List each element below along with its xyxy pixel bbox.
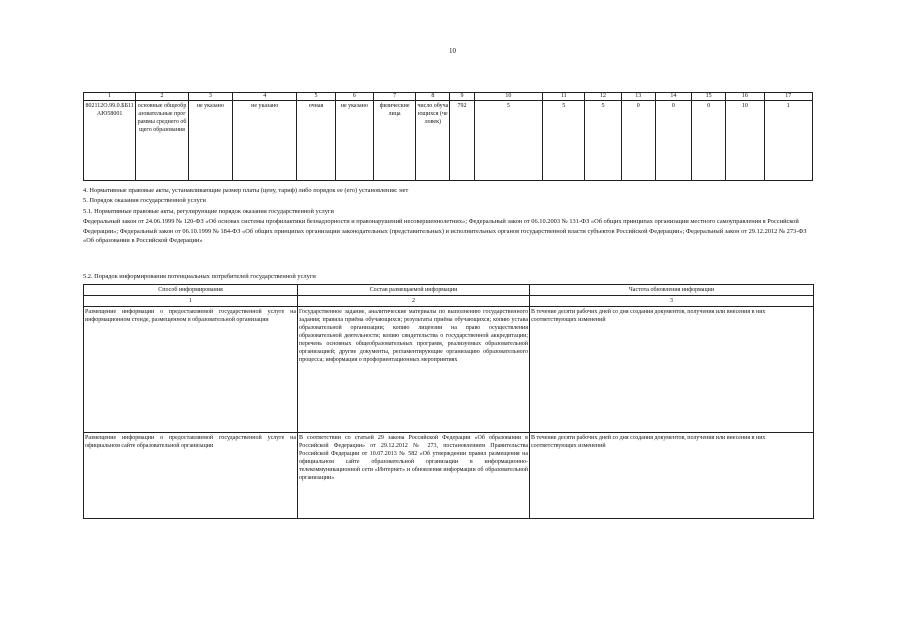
section-4-heading: 4. Нормативные правовые акты, устанавливающие размер платы (цену, тариф) либо порядок ее (его) установления: нет — [83, 187, 409, 194]
column-number: 15 — [692, 93, 726, 101]
column-number: 2 — [298, 296, 530, 307]
table-cell: основные общеобразовательные программы среднего общего образования — [136, 101, 188, 181]
frequency-cell: В течение десяти рабочих дней со дня создания документов, получения или внесения в них соответствующих изменений — [530, 307, 814, 433]
section-5-1-text: Федеральный закон от 24.06.1999 № 120-ФЗ «Об основах системы профилактики безнадзорности и правонарушений несовершеннолетних»; Федеральный закон от 06.10.2003 № 131-ФЗ «Об общих принципах организации местного самоуправления в Российской Федерации»; Федеральный закон от 06.10.1999 № 184-ФЗ «Об общих принципах организации законодательных (представительных) и исполнительных органов государственной власти субъектов Российской Федерации»; Федеральный закон от 29.12.2012 № 273-ФЗ «Об образовании в Российской Федерации» — [83, 218, 807, 245]
column-number: 5 — [297, 93, 335, 101]
content-cell: Государственное задание, аналитические материалы по выполнению государственного задания; правила приёма обучающихся; результаты приёма обучающихся; копию устава образовательной организации; копию лицензии на право осуществления образовательной деятельности; копию свидетельства о государственной аккредитации; перечень основных общеобразовательных программ, реализуемых образовательной организацией; другие документы, регламентирующие организацию образовательного процесса; информация о профориентационных мероприятиях — [298, 307, 530, 433]
table-cell: очная — [297, 101, 335, 181]
informing-table — [83, 284, 814, 519]
table-cell: 0 — [655, 101, 691, 181]
table-row — [84, 433, 814, 519]
column-number: 6 — [335, 93, 373, 101]
table-row — [84, 307, 814, 433]
indicators-table — [83, 92, 813, 181]
column-number: 1 — [84, 93, 136, 101]
registry-number-cell: 802112О.99.0.ББ11АЮ58001 — [84, 101, 136, 181]
method-cell: Размещение информации о предоставляемой государственной услуге на информационном стенде, размещенном в образовательной организации — [84, 307, 298, 433]
column-number: 1 — [84, 296, 298, 307]
table-cell: не указано — [232, 101, 296, 181]
header-row — [84, 285, 814, 296]
column-header: Способ информирования — [84, 285, 298, 296]
column-number: 12 — [585, 93, 621, 101]
section-5-1-heading: 5.1. Нормативные правовые акты, регулирующие порядок оказания государственной услуги — [83, 208, 334, 215]
table-cell: 1 — [764, 101, 812, 181]
table-cell: 0 — [621, 101, 655, 181]
column-number-row — [84, 296, 814, 307]
column-number: 17 — [764, 93, 812, 101]
table-cell: 5 — [543, 101, 585, 181]
column-number: 11 — [543, 93, 585, 101]
method-cell: Размещение информации о предоставляемой государственной услуге на официальном сайте образовательной организации — [84, 433, 298, 519]
column-number-row — [84, 93, 813, 101]
table-cell: 5 — [585, 101, 621, 181]
column-number: 9 — [450, 93, 474, 101]
table-cell: 10 — [726, 101, 764, 181]
column-number: 14 — [655, 93, 691, 101]
table-row — [84, 101, 813, 181]
column-number: 10 — [474, 93, 542, 101]
column-header: Частота обновления информации — [530, 285, 814, 296]
table-cell: число обучающихся (человек) — [416, 101, 450, 181]
column-number: 3 — [188, 93, 232, 101]
column-number: 8 — [416, 93, 450, 101]
table-cell: 0 — [692, 101, 726, 181]
table-cell: не указано — [335, 101, 373, 181]
page-number: 10 — [449, 47, 456, 55]
content-cell: В соответствии со статьей 29 закона Российской Федерации «Об образовании в Российской Федерации» от 29.12.2012 № 273, постановлением Правительства Российской Федерации от 10.07.2013 № 582 «Об утверждении правил размещения на официальном сайте образовательной организации в информационно-телекоммуникационной сети «Интернет» и обновления информации об образовательной организации» — [298, 433, 530, 519]
column-number: 4 — [232, 93, 296, 101]
column-header: Состав размещаемой информации — [298, 285, 530, 296]
table-cell: 792 — [450, 101, 474, 181]
table-cell: 5 — [474, 101, 542, 181]
column-number: 7 — [373, 93, 415, 101]
column-number: 16 — [726, 93, 764, 101]
frequency-cell: В течение десяти рабочих дней со дня создания документов, получения или внесения в них соответствующих изменений — [530, 433, 814, 519]
section-5-heading: 5. Порядок оказания государственной услуги — [83, 197, 206, 204]
table-cell: не указано — [188, 101, 232, 181]
section-5-2-heading: 5.2. Порядок информирования потенциальных потребителей государственной услуги — [83, 273, 316, 280]
column-number: 3 — [530, 296, 814, 307]
table-cell: физические лица — [373, 101, 415, 181]
column-number: 2 — [136, 93, 188, 101]
column-number: 13 — [621, 93, 655, 101]
